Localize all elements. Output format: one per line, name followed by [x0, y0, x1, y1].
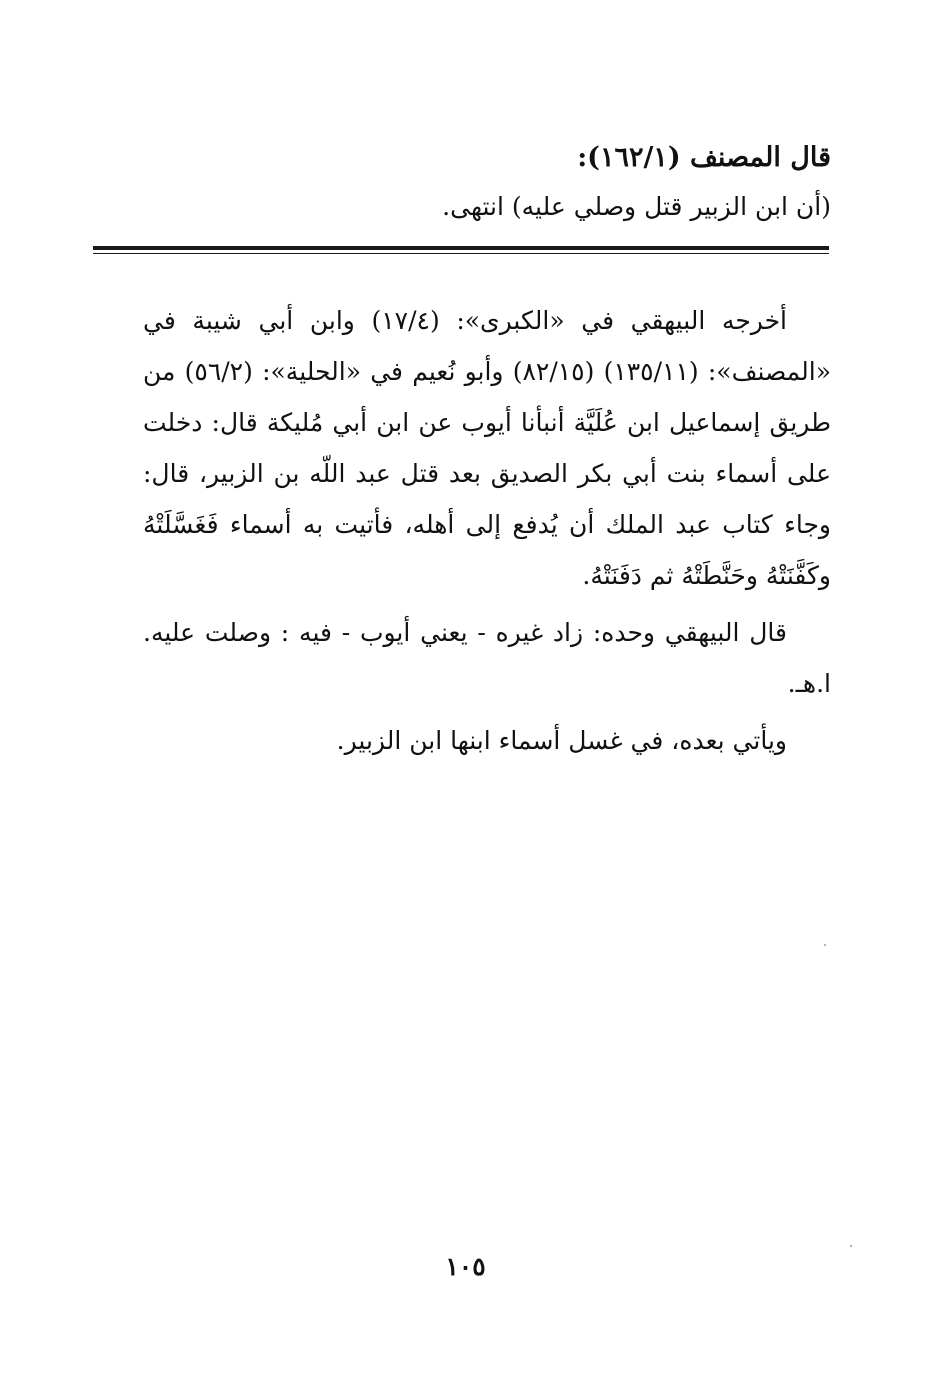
- section-heading: قال المصنف (١٦٢/١):: [577, 142, 831, 173]
- commentary-body: [143, 295, 831, 766]
- paragraph-takhrij: أخرجه البيهقي في «الكبرى»: (١٧/٤) وابن أبي شيبة في «المصنف»: (١٣٥/١١) (٨٢/١٥) وأبو نُعيم في «الحلية»: (٥٦/٢) من طريق إسماعيل ابن عُلَيَّة أنبأنا أيوب عن ابن أبي مُليكة قال: دخلت على أسماء بنت أبي بكر الصديق بعد قتل عبد اللّه بن الزبير، قال: وجاء كتاب عبد الملك أن يُدفع إلى أهله، فأتيت به أسماء فَغَسَّلَتْهُ وكَفَّنَتْهُ وحَنَّطَتْهُ ثم دَفَنَتْهُ.: [143, 306, 831, 590]
- paragraph-cross-reference: ويأتي بعده، في غسل أسماء ابنها ابن الزبير.: [336, 726, 787, 755]
- double-rule-divider: [93, 246, 829, 254]
- scan-speck: [824, 944, 826, 946]
- paragraph-bayhaqi-addition: قال البيهقي وحده: زاد غيره - يعني أيوب - فيه : وصلت عليه. ا.هـ.: [143, 618, 831, 698]
- page-number: ١٠٥: [445, 1252, 486, 1281]
- heading-block: [91, 138, 831, 232]
- quoted-text: (أن ابن الزبير قتل وصلي عليه) انتهى.: [442, 192, 831, 221]
- divider-thick-line: [93, 246, 829, 250]
- scan-speck: [850, 1245, 852, 1247]
- divider-thin-line: [93, 253, 829, 254]
